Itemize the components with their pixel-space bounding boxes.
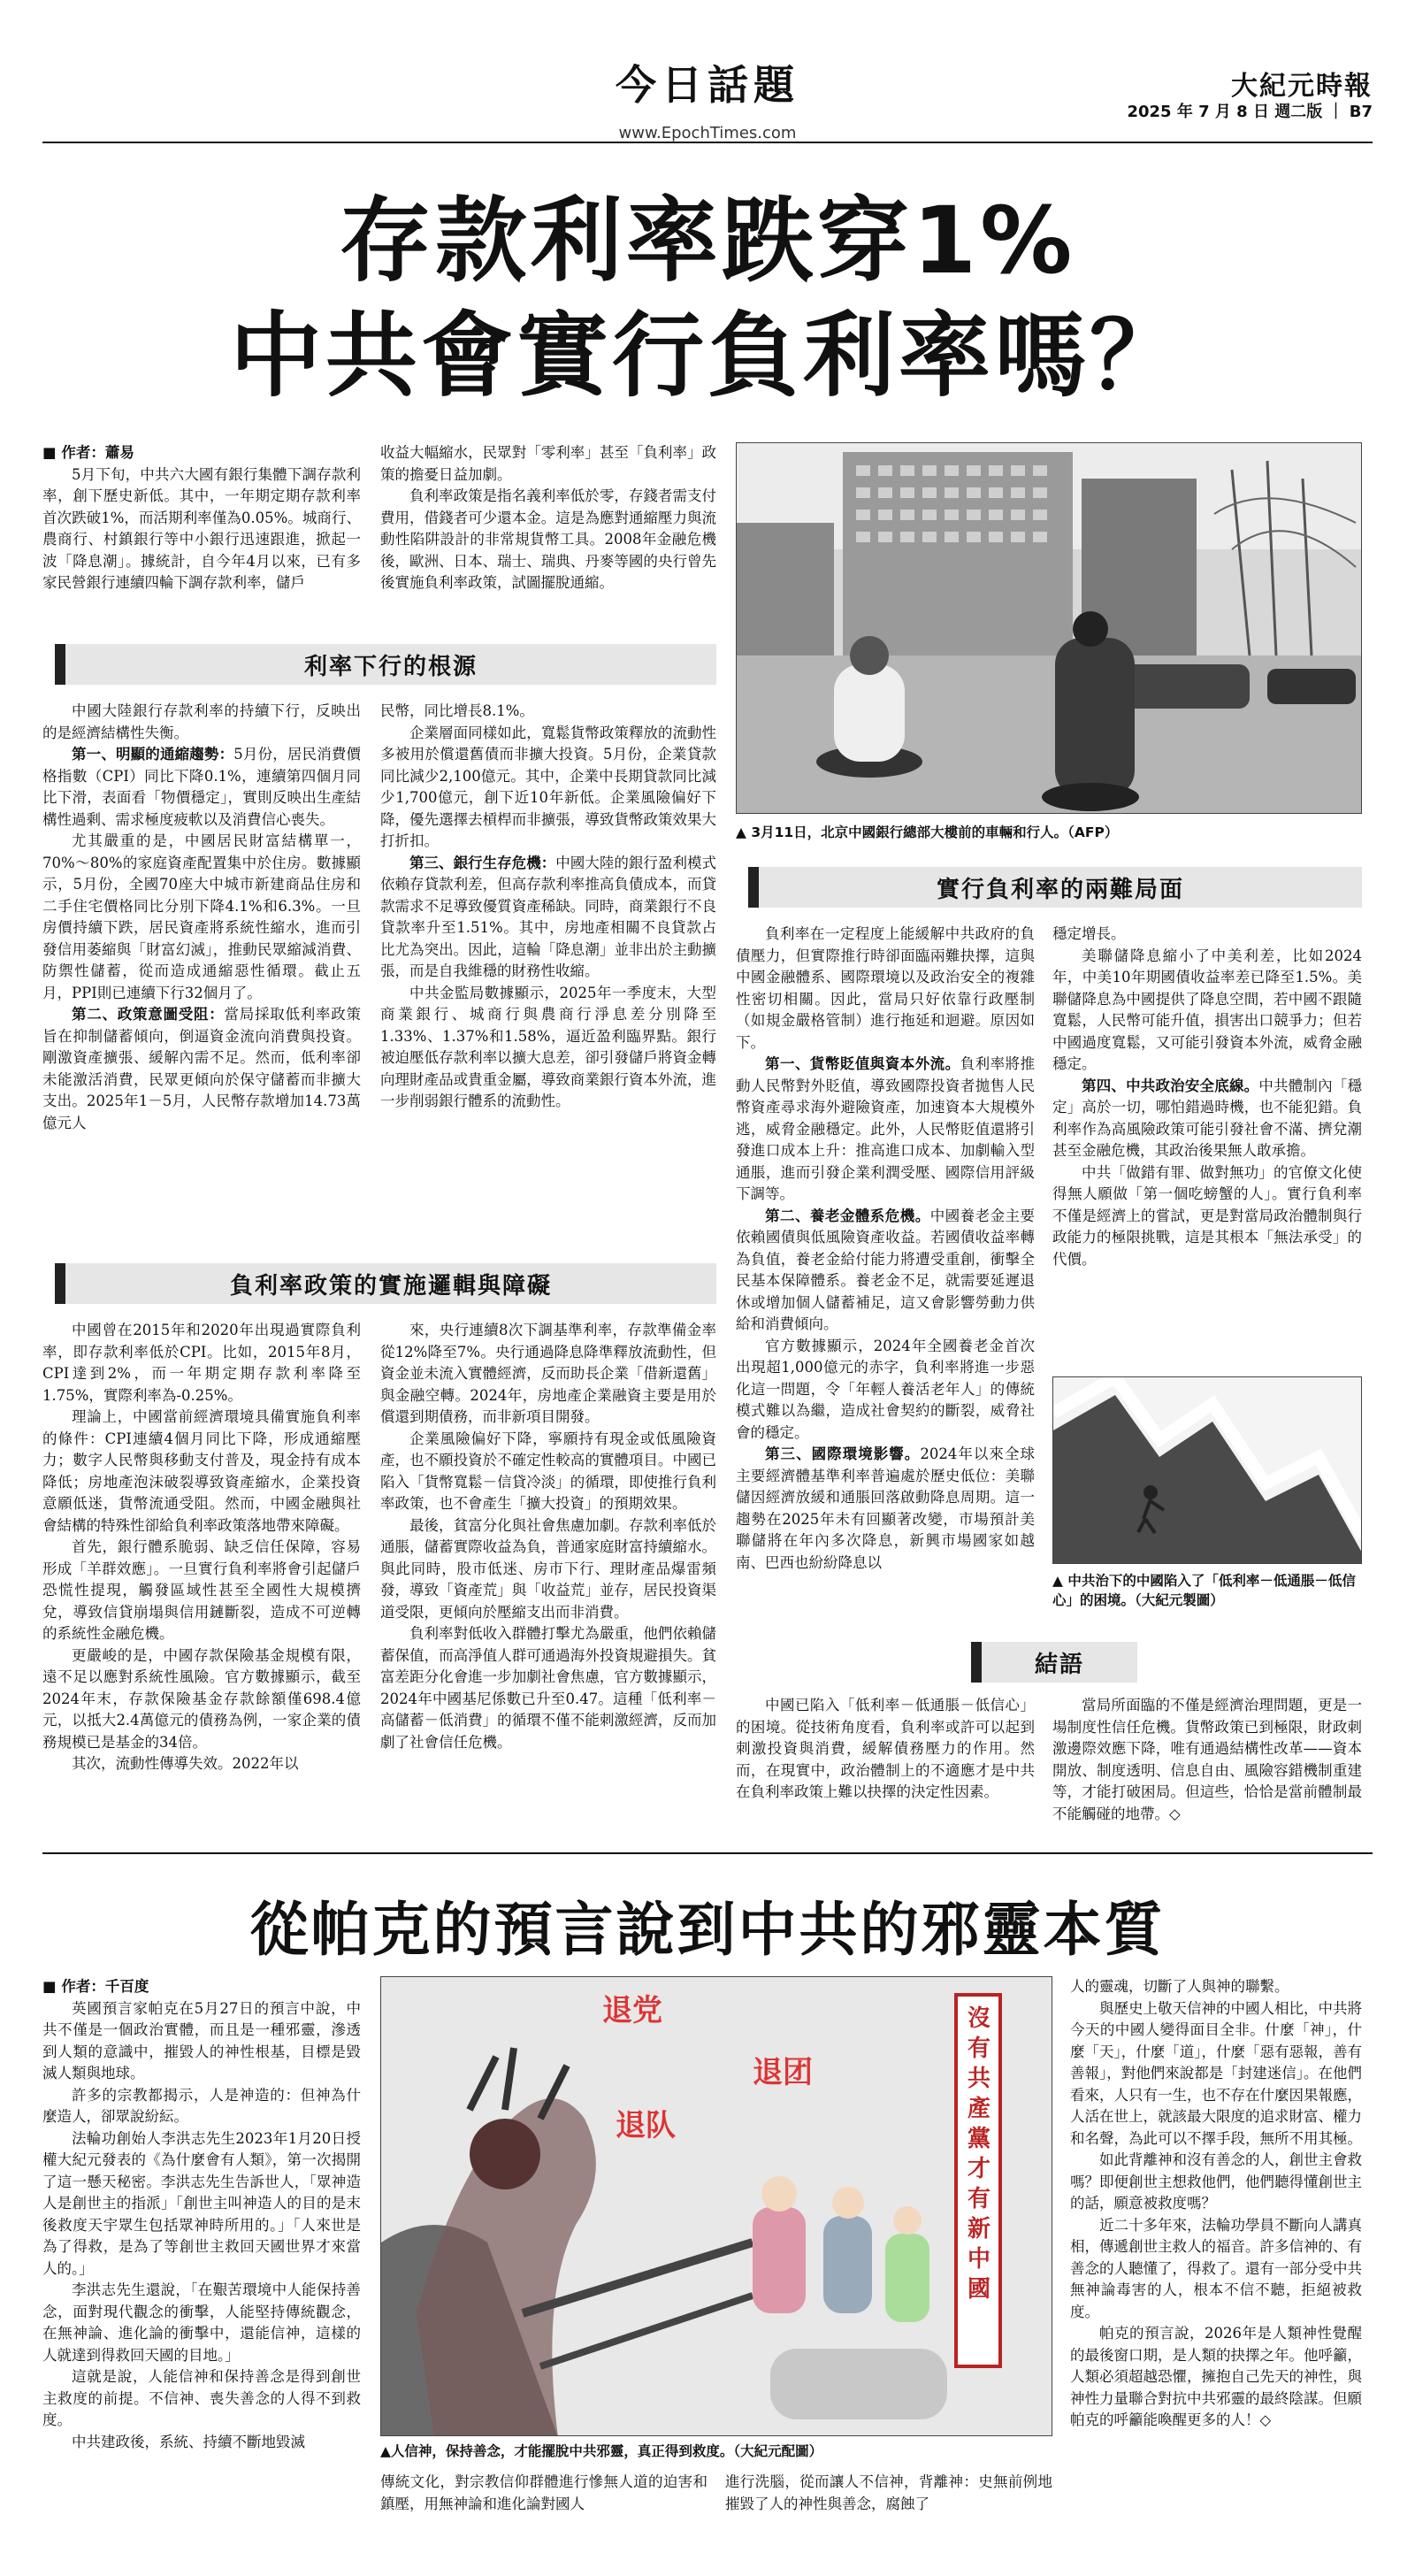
paragraph-text: 法輪功創始人李洪志先生2023年1月20日授權大紀元發表的《為什麼會有人類》，第一次揭開了這一懸天秘密。李洪志先生告訴世人，「眾神造人是創世主的指派」「創世主叫神造人的目的是末後救度天宇眾生包括眾神時所用的。」「人來世是為了得救，是為了等創世主救回天國世界才來當人的。」 [42, 2129, 361, 2277]
paragraph-text: 如此背離神和沒有善念的人，創世主會救嗎？即便創世主想救他們，他們聽得懂創世主的話，願意被救度嗎？ [1070, 2151, 1362, 2212]
section3-col-1 [736, 924, 1035, 1628]
quit-ccp-illustration [381, 1977, 1052, 2436]
header-rule [42, 142, 1373, 143]
paragraph [42, 1645, 361, 1754]
article2-col-1 [42, 1976, 361, 2542]
conclusion-col-2 [1052, 1695, 1362, 1828]
paragraph [736, 1054, 1035, 1206]
paragraph-text: 許多的宗教都揭示，人是神造的：但神為什麼造人，卻眾說紛紜。 [42, 2086, 361, 2125]
paragraph [380, 983, 716, 1113]
article-divider [42, 1852, 1373, 1854]
paragraph: 5月下旬，中共六大國有銀行集體下調存款利率，創下歷史新低。其中，一年期定期存款利率首次跌破1%，而活期利率僅為0.05%。城商行、農商行、村鎮銀行等中小銀行迅速跟進，掀起一波「降息潮」。據統計，自今年4月以來，已有多家民營銀行連續四輪下調存款利率，儲戶 [42, 465, 361, 591]
subheading-implementation: 負利率政策的實施邏輯與障礙 [55, 1263, 716, 1304]
paragraph-lead: 第四、中共政治安全底線。 [1082, 1077, 1259, 1094]
paragraph [42, 2366, 361, 2432]
paragraph-lead: 第二、政策意圖受阻： [72, 1006, 225, 1023]
paragraph-text: 當局採取低利率政策旨在抑制儲蓄傾向，倒逼資金流向消費與投資。剛激資產擴張、緩解內需不足。然而，低利率卻未能激活消費，民眾更傾向於保守儲蓄而非擴大支出。2025年1－5月，人民幣存款增加14.73萬億元人 [42, 1006, 361, 1131]
paragraph [380, 1623, 716, 1753]
paragraph-text: 中國曾在2015年和2020年出現過實際負利率，即存款利率低於CPI。比如，2015年8月，CPI達到2%，而一年期定期存款利率降至1.75%，實際利率為-0.25%。 [42, 1322, 361, 1404]
paragraph-text: 民幣，同比增長8.1%。 [380, 702, 534, 719]
paragraph-text: 更嚴峻的是，中國存款保險基金規模有限，遠不足以應對系統性風險。官方數據顯示，截至2024年末，存款保險基金存款餘額僅698.4億元，以抵大2.4萬億元的債務為例，一家企業的債務規模已是基金的34倍。 [42, 1646, 361, 1751]
paragraph-text: 美聯儲降息縮小了中美利差，比如2024年，中美10年期國債收益率差已降至1.5%。美聯儲降息為中國提供了降息空間，若中國不跟隨寬鬆，人民幣可能升值，損害出口競爭力；但若中國過度寬鬆，又可能引發資本外流，威脅金融穩定。 [1052, 947, 1362, 1072]
paragraph-text: 人的靈魂，切斷了人與神的聯繫。 [1070, 1978, 1289, 1995]
paragraph-text: 負利率將推動人民幣對外貶值，導致國際投資者拋售人民幣資產尋求海外避險資產，加速資本大規模外逃，威脅金融穩定。此外，人民幣貶值還將引發進口成本上升：推高進口成本、加劇輸入型通脹，進而引發企業利潤受壓、國際信用評級下調等。 [736, 1055, 1035, 1202]
paragraph-lead: 第三、國際環境影響。 [765, 1445, 921, 1462]
paragraph-text: 中共「做錯有罪、做對無功」的官僚文化使得無人願做「第一個吃螃蟹的人」。實行負利率不僅是經濟上的嘗試，更是對當局政治體制與行政能力的極限挑戰，這是其根本「無法承受」的代價。 [1052, 1163, 1362, 1268]
paragraph [42, 2128, 361, 2281]
paragraph [736, 1336, 1035, 1445]
subheading-dilemma: 實行負利率的兩難局面 [748, 867, 1362, 908]
illustration-quit-ccp [380, 1976, 1052, 2436]
paragraph-text: 中國大陸的銀行盈利模式依賴存貸款利差，但高存款利率推高負債成本，而貸款需求不足導致優質資產稀缺。同時，商業銀行不良貸款率升至1.51%。其中，房地產相關不良貸款占比尤為突出。因此，這輪「降息潮」並非出於主動擴張，而是自我維穩的財務性收縮。 [380, 854, 716, 979]
paragraph-text: 理論上，中國當前經濟環境具備實施負利率的條件：CPI連續4個月同比下降，形成通縮壓力；數字人民幣與移動支付普及，現金持有成本降低；房地產泡沫破裂導致資產縮水，企業投資意願低迷，貨幣流通受阻。然而，中國金融與社會結構的特殊性卻給負利率政策落地帶來障礙。 [42, 1408, 361, 1534]
paragraph [1052, 946, 1362, 1076]
paragraph [736, 1695, 1035, 1804]
photo-bank-of-china-street [736, 442, 1362, 814]
paragraph [725, 2472, 1052, 2515]
paragraph [1052, 1162, 1362, 1271]
byline: ■ 作者：蕭易 [42, 444, 134, 461]
paragraph [1070, 2323, 1362, 2432]
illustration-vertical-banner: 沒有共產黨才有新中國 [967, 2005, 990, 2303]
paragraph [1070, 1976, 1362, 1998]
section3-col-2 [1052, 924, 1362, 1366]
paragraph [380, 853, 716, 983]
section-title: 今日話題 [616, 61, 799, 109]
intro-col-1 [42, 442, 361, 628]
paragraph-text: 近二十多年來，法輪功學員不斷向人講真相，傳遞創世主救人的福音。許多信神的、有善念的人聽懂了，得救了。還有一部分受中共無神論毒害的人，根本不信不聽，拒絕被救度。 [1070, 2216, 1362, 2320]
article2-col-3 [1070, 1976, 1362, 2542]
paragraph-lead: 第三、銀行生存危機： [409, 854, 556, 871]
paragraph [1052, 924, 1362, 946]
paragraph-text: 企業風險偏好下降，寧願持有現金或低風險資產，也不願投資於不確定性較高的實體項目。中國已陷入「貨幣寬鬆－信貸冷淡」的循環，即使推行負利率政策，也不會產生「擴大投資」的預期效果。 [380, 1430, 716, 1512]
headline-line-2: 中共會實行負利率嗎？ [229, 302, 1185, 410]
paragraph [42, 1998, 361, 2085]
paragraph-text: 李洪志先生還說，「在艱苦環境中人能保持善念，面對現代觀念的衝擊，人能堅持傳統觀念，在無神論、進化論的衝擊中，還能信神，這樣的人就達到得救回天國的目地。」 [42, 2281, 361, 2364]
illustration-decline-chart [1052, 1376, 1362, 1564]
section1-col-1 [42, 701, 361, 1251]
paragraph-text: 首先，銀行體系脆弱、缺乏信任保障，容易形成「羊群效應」。一旦實行負利率將會引起儲戶恐慌性提現，觸發區域性甚至全國性大規模擠兌，導致信貸崩塌與信用鏈斷裂，造成不可逆轉的系統性金融危機。 [42, 1538, 361, 1642]
paragraph [42, 831, 361, 1004]
section1-col-2 [380, 701, 716, 1251]
article2-illustration-caption: ▲人信神，保持善念，才能擺脫中共邪靈，真正得到救度。（大紀元配圖） [380, 2443, 823, 2459]
paragraph-text: 負利率在一定程度上能緩解中共政府的負債壓力，但實際推行時卻面臨兩難抉擇，這與中國金融體系、國際環境以及政治安全的複雜性密切相關。因此，當局只好依靠行政壓制（如規金嚴格管制）進行拖延和迴避。原因如下。 [736, 925, 1035, 1051]
subheading-conclusion: 結語 [971, 1642, 1137, 1683]
paragraph-text: 中共建政後，系統、持續不斷地毀滅 [72, 2433, 305, 2450]
article2-under-col-2 [725, 2472, 1052, 2542]
paragraph [42, 2085, 361, 2128]
byline: ■ 作者：千百度 [42, 1978, 149, 1995]
paragraph [42, 1537, 361, 1645]
intro-col-2 [380, 442, 716, 628]
paragraph-text: 其次，流動性傳導失效。2022年以 [72, 1755, 299, 1772]
paragraph [42, 1753, 361, 1775]
paragraph [42, 2280, 361, 2366]
paragraph [1070, 2215, 1362, 2324]
paragraph [42, 744, 361, 831]
paragraph [42, 1320, 361, 1407]
paragraph: 負利率政策是指名義利率低於零，存錢者需支付費用，借錢者可少還本金。這是為應對通縮壓力與流動性陷阱設計的非常規貨幣工具。2008年金融危機後，歐洲、日本、瑞士、瑞典、丹麥等國的央行曾先後實施負利率政策，試圖擺脫通縮。 [380, 487, 716, 591]
section2-col-1 [42, 1320, 361, 1829]
newspaper-logo: 大紀元時報 [1231, 71, 1373, 102]
illustration-label-quit-league: 退团 [753, 2055, 813, 2090]
paragraph-text: 中國大陸銀行存款利率的持續下行，反映出的是經濟結構性失衡。 [42, 702, 361, 741]
paragraph [736, 1206, 1035, 1336]
paragraph-text: 企業層面同樣如此，寬鬆貨幣政策釋放的流動性多被用於償還舊債而非擴大投資。5月份，企業貸款同比減少2,100億元。其中，企業中長期貸款同比減少1,700億元，創下近10年新低。企業風險偏好下降，優先選擇去槓桿而非擴張，導致貨幣政策效果大打折扣。 [380, 724, 716, 849]
paragraph-text: 中共體制內「穩定」高於一切，哪怕錯過時機，也不能犯錯。負利率作為高風險政策可能引發社會不滿、擠兌潮甚至金融危機，其政治後果無人敢承擔。 [1052, 1077, 1362, 1159]
paragraph-text: 與歷史上敬天信神的中國人相比，中共將今天的中國人變得面目全非。什麼「神」，什麼「天」，什麼「道」，什麼「惡有惡報，善有善報」，對他們來說都是「封建迷信」。在他們看來，人只有一生，也不存在什麼因果報應，人活在世上，就該最大限度的追求財富、權力和名聲，為此可以不擇手段，無所不用其極。 [1070, 1999, 1362, 2147]
paragraph-lead: 第一、明顯的通縮趨勢： [72, 746, 234, 763]
paragraph [736, 1444, 1035, 1574]
paragraph [1052, 1695, 1362, 1825]
issue-date: 2025 年 7 月 8 日 週二版 ｜ B7 [1127, 103, 1373, 121]
conclusion-col-1 [736, 1695, 1035, 1828]
paragraph-text: 5月份，居民消費價格指數（CPI）同比下降0.1%，連續第四個月同比下滑，表面看「物價穩定」，實則反映出生產結構性過剩、需求極度疲軟以及消費信心喪失。 [42, 746, 361, 828]
paragraph [380, 723, 716, 853]
paragraph-text: 這就是說，人能信神和保持善念是得到創世主救度的前提。不信神、喪失善念的人得不到救度。 [42, 2368, 361, 2428]
illustration-caption: ▲ 中共治下的中國陷入了「低利率－低通脹－低信心」的困境。（大紀元製圖） [1052, 1573, 1356, 1608]
paragraph-text: 官方數據顯示，2024年全國養老金首次出現超1,000億元的赤字，負利率將進一步惡化這一問題，令「年輕人養活老年人」的傳統模式難以為繼，造成社會契約的斷裂，威脅社會的穩定。 [736, 1337, 1035, 1441]
paragraph-text: 中共金監局數據顯示，2025年一季度末，大型商業銀行、城商行與農商行淨息差分別降至1.33%、1.37%和1.58%，逼近盈利臨界點。銀行被迫壓低存款利率以擴大息差，卻引發儲戶將資金轉向理財產品或貴重金屬，導致商業銀行資本外流，進一步削弱銀行體系的流動性。 [380, 984, 716, 1109]
photo-caption: ▲ 3月11日，北京中國銀行總部大樓前的車輛和行人。（AFP） [736, 824, 1119, 840]
paragraph [42, 701, 361, 744]
paragraph-lead: 第一、貨幣貶值與資本外流。 [765, 1055, 960, 1072]
illustration-label-quit-party: 退党 [602, 1993, 662, 2028]
paragraph [42, 1004, 361, 1134]
article2-headline: 從帕克的預言說到中共的邪靈本質 [249, 1896, 1166, 1964]
paragraph-text: 進行洗腦，從而讓人不信神，背離神：史無前例地摧毀了人的神性與善念，腐蝕了 [725, 2473, 1052, 2512]
paragraph [380, 1515, 716, 1624]
paragraph-text: 中國養老金主要依賴國債與低風險資產收益。若國債收益率轉為負值，養老金給付能力將遭受重創，衝擊全民基本保障體系。養老金不足，就需要延遲退休或增加個人儲蓄補足，這又會影響勞動力供給和消費傾向。 [736, 1207, 1035, 1332]
paragraph-text: 2024年以來全球主要經濟體基準利率普遍處於歷史低位：美聯儲因經濟放緩和通脹回落啟動降息周期。這一趨勢在2025年未有回顯著改變，市場預計美聯儲將在年內多次降息，新興市場國家如越南、巴西也紛紛降息以 [736, 1445, 1035, 1571]
site-url: www.EpochTimes.com [618, 124, 797, 142]
illustration-label-quit-pioneers: 退队 [616, 2108, 676, 2143]
paragraph [380, 1320, 716, 1429]
paragraph-lead: 第二、養老金體系危機。 [765, 1207, 930, 1224]
paragraph [380, 701, 716, 723]
paragraph: 收益大幅縮水，民眾對「零利率」甚至「負利率」政策的擔憂日益加劇。 [380, 444, 716, 483]
paragraph [1052, 1076, 1362, 1162]
paragraph [42, 2432, 361, 2454]
paragraph [1070, 2150, 1362, 2215]
paragraph-text: 最後，貧富分化與社會焦慮加劇。存款利率低於通脹，儲蓄實際收益為負，普通家庭財富持續縮水。與此同時，股市低迷、房市下行、理財產品爆雷頻發，導致「資產荒」與「收益荒」並存，居民投資渠道受限，更傾向於壓縮支出而非消費。 [380, 1516, 716, 1621]
article2-under-col-1 [380, 2472, 708, 2542]
paragraph [736, 924, 1035, 1054]
paragraph [380, 2472, 708, 2515]
paragraph-text: 負利率對低收入群體打擊尤為嚴重，他們依賴儲蓄保值，而高淨值人群可通過海外投資規避損失。貧富差距分化會進一步加劇社會焦慮，官方數據顯示，2024年中國基尼係數已升至0.47。這種「低利率－高儲蓄－低消費」的循環不僅不能刺激經濟，反而加劇了社會信任危機。 [380, 1625, 716, 1751]
falling-arrow-illustration [1053, 1377, 1362, 1564]
paragraph [42, 1407, 361, 1537]
paragraph-text: 尤其嚴重的是，中國居民財富結構單一，70%～80%的家庭資產配置集中於住房。數據顯示，5月份，全國70座大中城市新建商品住房和二手住宅價格同比分別下降4.1%和6.3%。一旦房價持續下跌，居民資產將系統性縮水，進而引發信用萎縮與「財富幻滅」，推動民眾縮減消費、防禦性儲蓄，從而造成通縮惡性循環。截止五月，PPI則已連續下行32個月了。 [42, 832, 361, 1001]
paragraph [380, 1429, 716, 1515]
section2-col-2 [380, 1320, 716, 1829]
paragraph-text: 穩定增長。 [1052, 925, 1126, 942]
paragraph-text: 當局所面臨的不僅是經濟治理問題，更是一場制度性信任危機。貨幣政策已到極限，財政刺激邊際效應下降，唯有通過結構性改革——資本開放、制度透明、信息自由、風險容錯機制重建等，才能打破困局。但這些，恰恰是當前體制最不能觸碰的地帶。◇ [1052, 1697, 1362, 1822]
street-photo-illustration [737, 443, 1362, 814]
paragraph-text: 傳統文化，對宗教信仰群體進行慘無人道的迫害和鎮壓，用無神論和進化論對國人 [380, 2473, 708, 2512]
paragraph-text: 英國預言家帕克在5月27日的預言中說，中共不僅是一個政治實體，而且是一種邪靈，滲透到人類的意識中，摧毀人的神性根基，目標是毀滅人類與地球。 [42, 1999, 361, 2082]
paragraph-text: 帕克的預言說，2026年是人類神性覺醒的最後窗口期，是人類的抉擇之年。他呼籲，人類必須超越恐懼，擁抱自己先天的神性，與神性力量聯合對抗中共邪靈的最終陰謀。但願帕克的呼籲能喚醒更多的人！◇ [1070, 2325, 1362, 2428]
paragraph-text: 中國已陷入「低利率－低通脹－低信心」的困境。從技術角度看，負利率或許可以起到刺激投資與消費，緩解債務壓力的作用。然而，在現實中，政治體制上的不適應才是中共在負利率政策上難以抉擇的決定性因素。 [736, 1697, 1035, 1800]
paragraph [1070, 1998, 1362, 2150]
paragraph-text: 來，央行連續8次下調基準利率，存款準備金率從12%降至7%。央行通過降息降準釋放流動性，但資金並未流入實體經濟，反而助長企業「借新還舊」與金融空轉。2024年，房地產企業融資主要是用於償還到期債務，而非新項目開發。 [380, 1322, 716, 1425]
subheading-root-causes: 利率下行的根源 [55, 644, 716, 685]
headline-line-1: 存款利率跌穿1% [339, 187, 1076, 295]
